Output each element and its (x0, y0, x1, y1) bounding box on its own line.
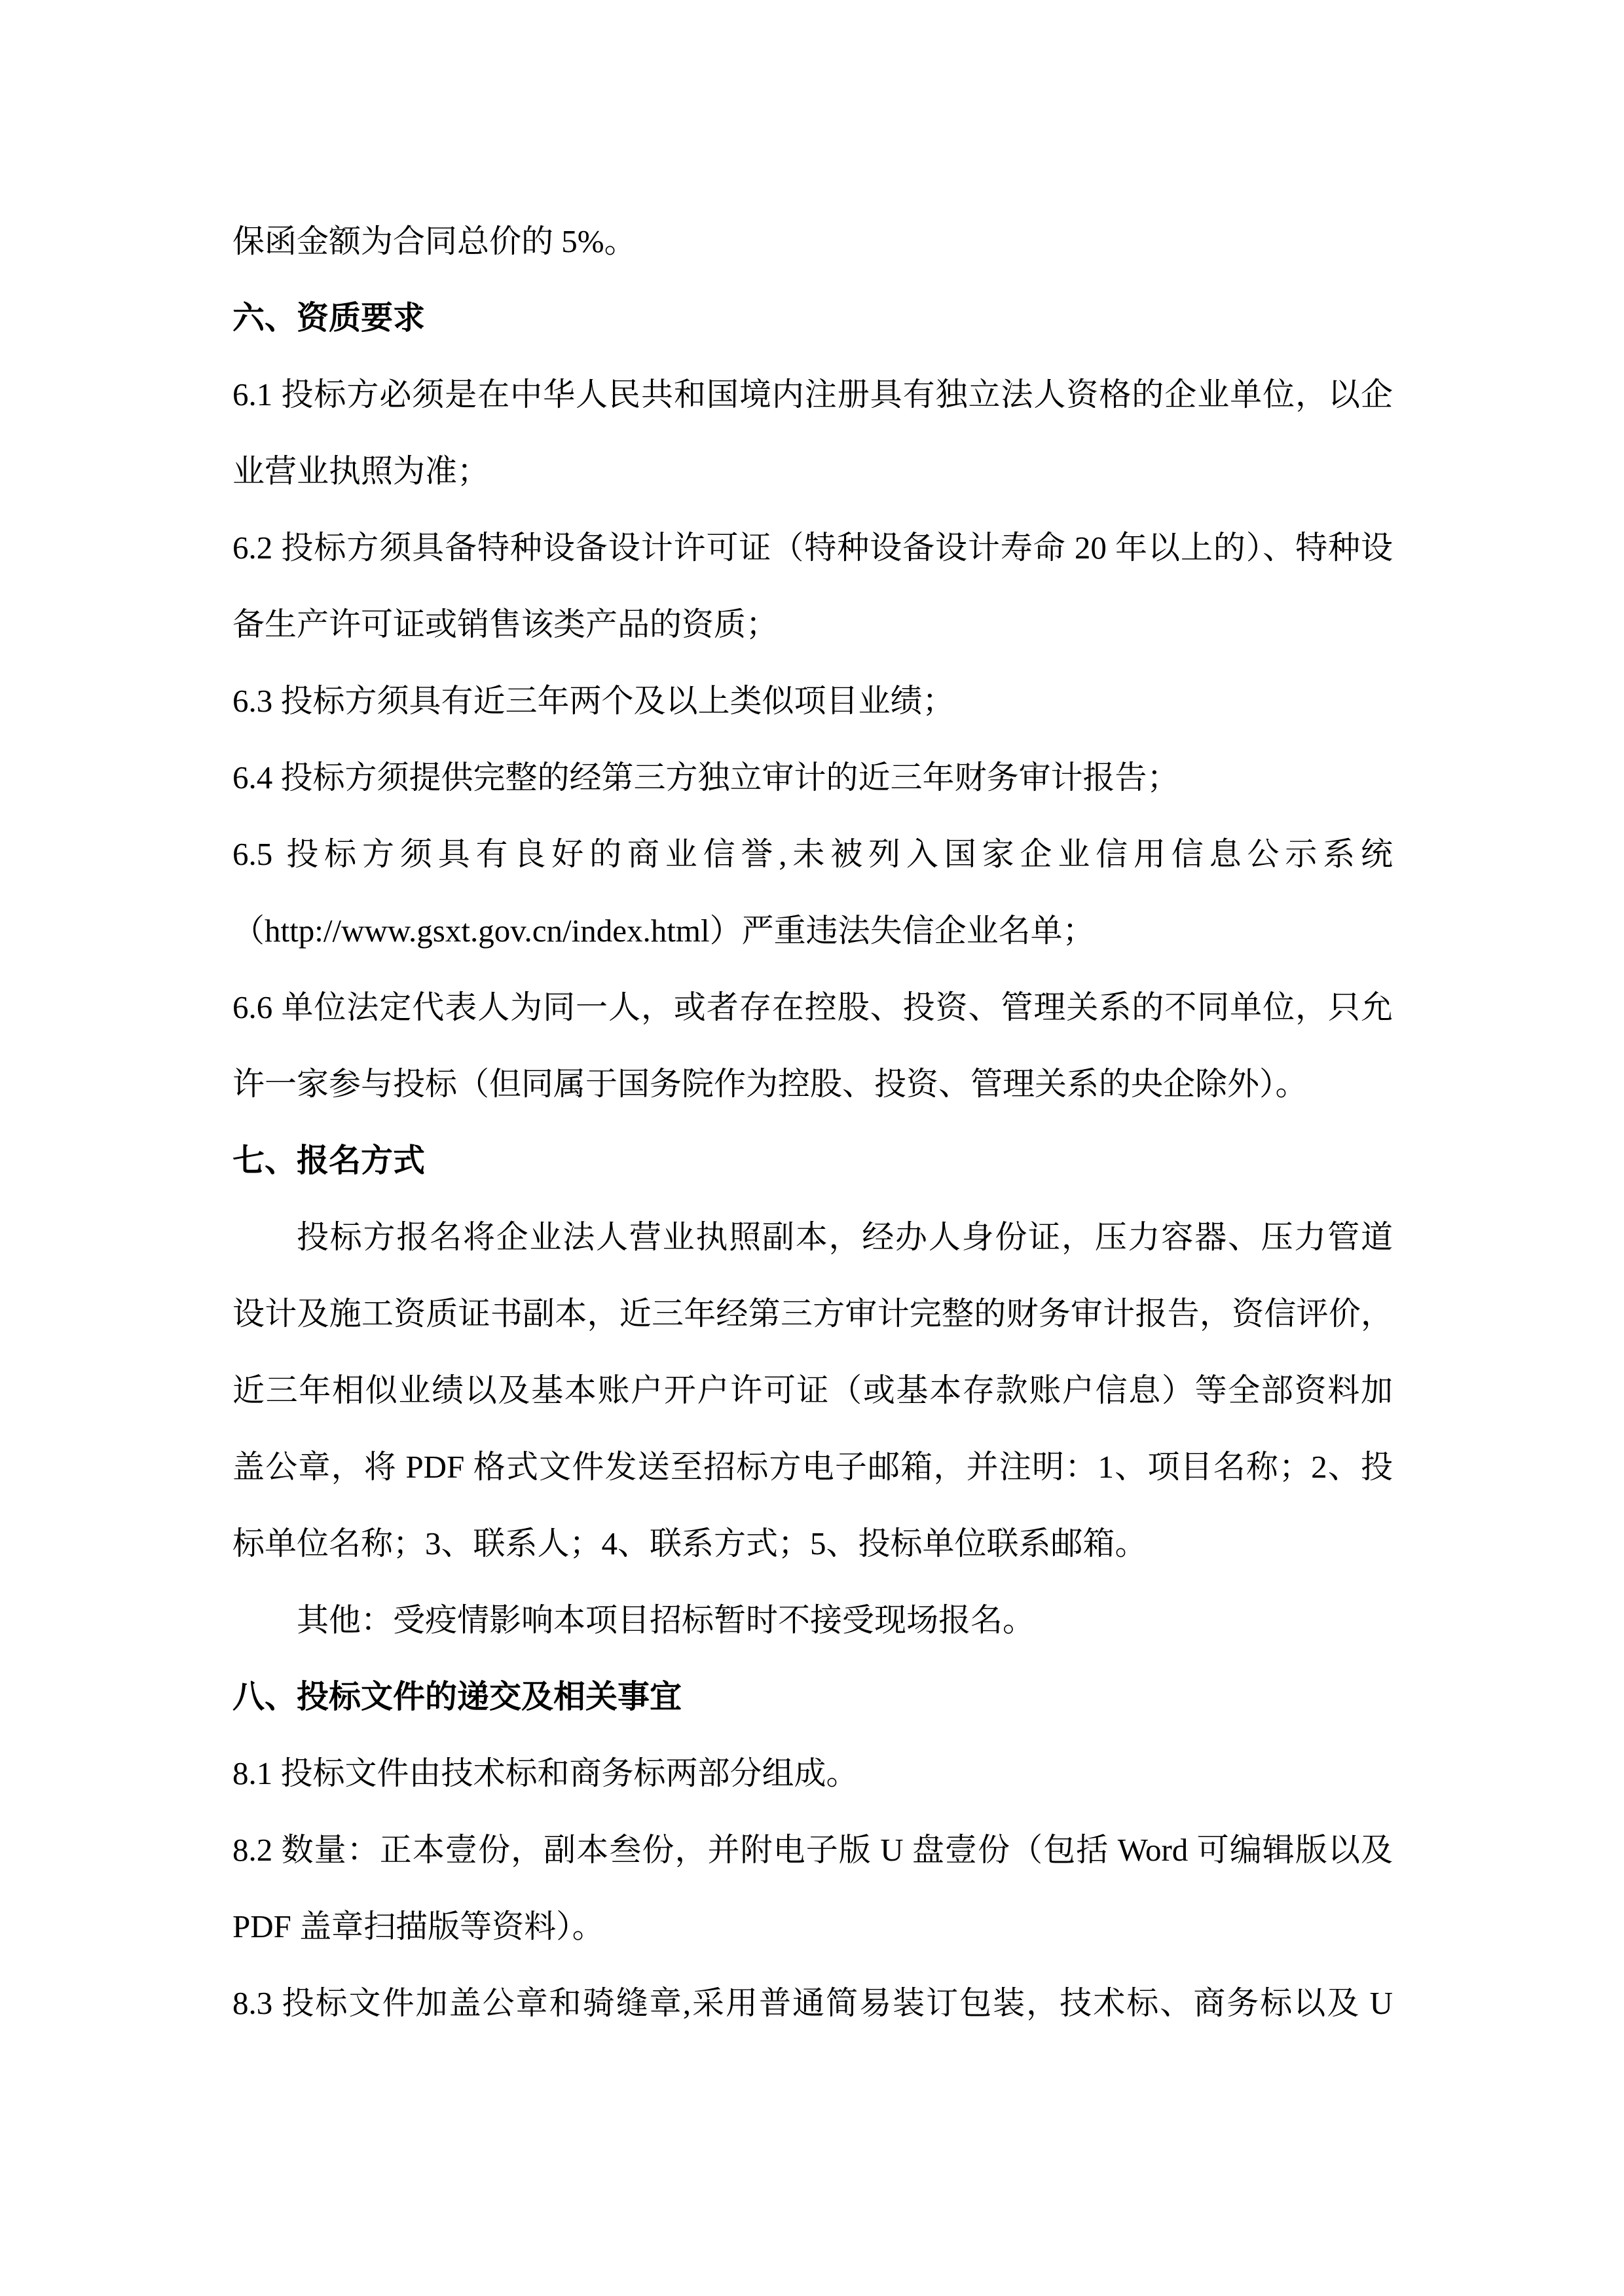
text-line: 盖公章，将 PDF 格式文件发送至招标方电子邮箱，并注明：1、项目名称；2、投 (232, 1449, 1393, 1485)
text-line: 标单位名称；3、联系人；4、联系方式；5、投标单位联系邮箱。 (232, 1525, 1147, 1561)
document-content (232, 203, 1393, 2041)
text-line: 设计及施工资质证书副本，近三年经第三方审计完整的财务审计报告，资信评价， (232, 1296, 1393, 1332)
text-line: 8.1 投标文件由技术标和商务标两部分组成。 (232, 1755, 858, 1791)
section-heading: 七、报名方式 (232, 1142, 426, 1178)
text-line: PDF 盖章扫描版等资料）。 (232, 1908, 604, 1944)
text-line: 8.2 数量：正本壹份，副本叁份，并附电子版 U 盘壹份（包括 Word 可编辑版以及 (232, 1832, 1393, 1868)
text-line: 其他：受疫情影响本项目招标暂时不接受现场报名。 (297, 1602, 1035, 1638)
text-line: 6.1 投标方必须是在中华人民共和国境内注册具有独立法人资格的企业单位，以企 (232, 376, 1393, 412)
text-line: 近三年相似业绩以及基本账户开户许可证（或基本存款账户信息）等全部资料加 (232, 1372, 1393, 1408)
text-line: 6.4 投标方须提供完整的经第三方独立审计的近三年财务审计报告； (232, 759, 1179, 795)
section-heading: 六、资质要求 (232, 300, 426, 336)
section-heading: 八、投标文件的递交及相关事宜 (232, 1679, 682, 1715)
text-line: 业营业执照为准； (232, 453, 490, 489)
text-line: 投标方报名将企业法人营业执照副本，经办人身份证，压力容器、压力管道 (297, 1219, 1393, 1255)
text-line: （http://www.gsxt.gov.cn/index.html）严重违法失信企业名单； (232, 913, 1095, 949)
text-line: 8.3 投标文件加盖公章和骑缝章,采用普通简易装订包装，技术标、商务标以及 U (232, 1985, 1393, 2021)
text-line: 6.2 投标方须具备特种设备设计许可证（特种设备设计寿命 20 年以上的）、特种设 (232, 530, 1393, 566)
text-line: 6.3 投标方须具有近三年两个及以上类似项目业绩； (232, 683, 955, 719)
text-line: 许一家参与投标（但同属于国务院作为控股、投资、管理关系的央企除外）。 (232, 1066, 1308, 1102)
text-line: 6.6 单位法定代表人为同一人，或者存在控股、投资、管理关系的不同单位，只允 (232, 989, 1393, 1025)
text-line: 备生产许可证或销售该类产品的资质； (232, 606, 779, 642)
text-line: 6.5 投标方须具有良好的商业信誉,未被列入国家企业信用信息公示系统 (232, 836, 1393, 872)
text-line: 保函金额为合同总价的 5%。 (232, 223, 637, 259)
